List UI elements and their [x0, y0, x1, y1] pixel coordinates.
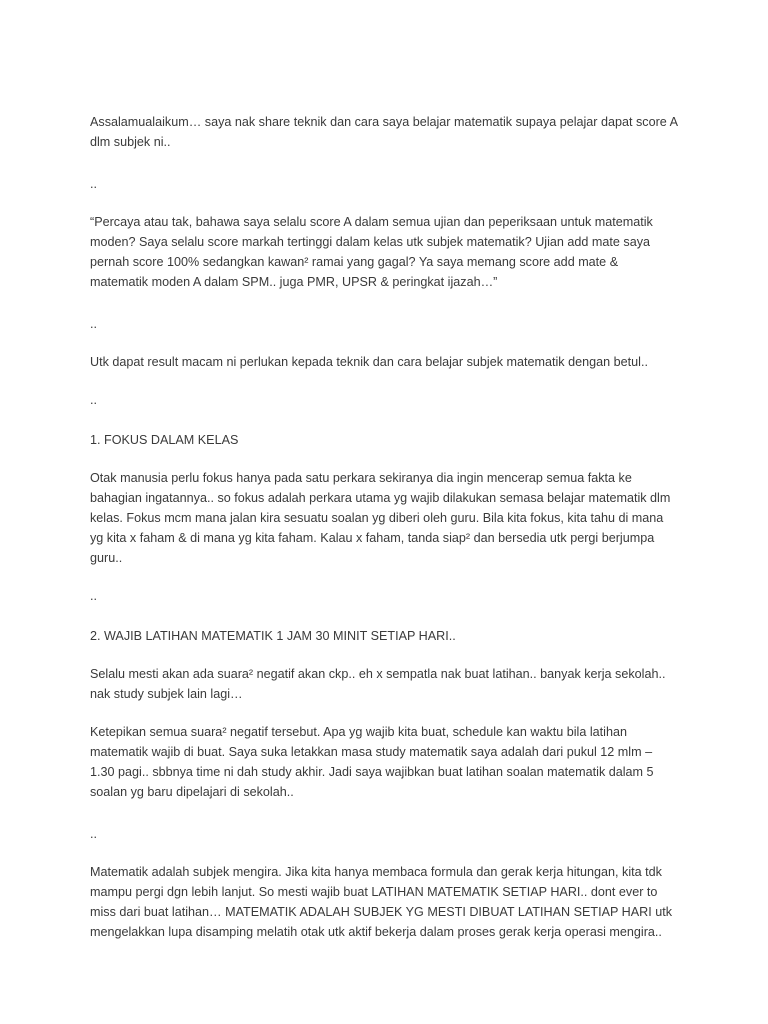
section-1-paragraph: Otak manusia perlu fokus hanya pada satu perkara sekiranya dia ingin mencerap semua fakta ke bahagian ingatannya.. so fokus adalah perkara utama yg wajib dilakukan semasa belajar matematik dlm kelas. Fokus mcm mana jalan kira sesuatu soalan yg diberi oleh guru. Bila kita fokus, kita tahu di mana yg kita x faham & di mana yg kita faham. Kalau x faham, tanda siap² dan bersedia utk pergi berjumpa guru.. — [90, 471, 671, 565]
document-body — [90, 112, 690, 942]
section-2-paragraph-1: Selalu mesti akan ada suara² negatif akan ckp.. eh x sempatla nak buat latihan.. banyak kerja sekolah.. nak study subjek lain lagi… — [90, 667, 666, 701]
section-2-paragraph-2: Ketepikan semua suara² negatif tersebut. Apa yg wajib kita buat, schedule kan waktu bila latihan matematik wajib di buat. Saya suka letakkan masa study matematik saya adalah dari pukul 12 mlm – 1.30 pagi.. sbbnya time ni dah study akhir. Jadi saya wajibkan buat latihan soalan matematik dalam 5 soalan yg baru dipelajari di sekolah.. — [90, 725, 654, 799]
section-heading-1: 1. FOKUS DALAM KELAS — [90, 433, 239, 447]
section-2-paragraph-3: Matematik adalah subjek mengira. Jika kita hanya membaca formula dan gerak kerja hitungan, kita tdk mampu pergi dgn lebih lanjut. So mesti wajib buat LATIHAN MATEMATIK SETIAP HARI.. dont ever to miss dari buat latihan… MATEMATIK ADALAH SUBJEK YG MESTI DIBUAT LATIHAN SETIAP HARI utk mengelakkan lupa disamping melatih otak utk aktif bekerja dalam proses gerak kerja operasi mengira.. — [90, 865, 673, 939]
intro-paragraph: Assalamualaikum… saya nak share teknik dan cara saya belajar matematik supaya pelajar dapat score A dlm subjek ni.. — [90, 115, 679, 149]
separator: .. — [90, 393, 97, 407]
section-heading-2: 2. WAJIB LATIHAN MATEMATIK 1 JAM 30 MINIT SETIAP HARI.. — [90, 629, 456, 643]
separator: .. — [90, 589, 97, 603]
utk-paragraph: Utk dapat result macam ni perlukan kepada teknik dan cara belajar subjek matematik dengan betul.. — [90, 355, 648, 369]
separator: .. — [90, 177, 97, 191]
separator: .. — [90, 827, 97, 841]
quote-paragraph: “Percaya atau tak, bahawa saya selalu score A dalam semua ujian dan peperiksaan untuk matematik moden? Saya selalu score markah tertinggi dalam kelas utk subjek matematik? Ujian add mate saya pernah score 100% sedangkan kawan² ramai yang gagal? Ya saya memang score add mate & matematik moden A dalam SPM.. juga PMR, UPSR & peringkat ijazah…” — [90, 215, 653, 289]
separator: .. — [90, 317, 97, 331]
